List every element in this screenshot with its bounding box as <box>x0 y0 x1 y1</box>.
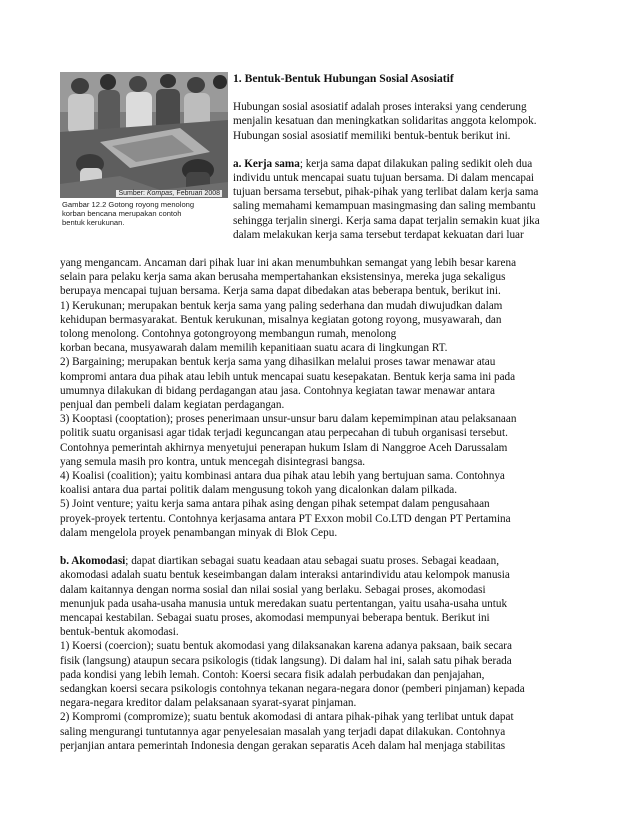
intro-paragraph <box>233 100 589 143</box>
caption-line: bentuk kerukunan. <box>62 218 125 227</box>
text-line: akomodasi adalah suatu bentuk keseimbangan dalam interaksi antarindividu atau kelompok manusia <box>60 569 510 582</box>
text-line: negara-negara kreditor dalam pelaksanaan syarat-syarat pinjaman. <box>60 697 357 710</box>
text-line <box>60 554 589 568</box>
text-line: tolong menolong. Contohnya gotongroyong membangun rumah, menolong <box>60 328 397 341</box>
paragraph-gap <box>60 540 589 554</box>
text-line: 1) Kerukunan; merupakan bentuk kerja sama yang paling sederhana dan mudah diwujudkan dalam <box>60 299 503 312</box>
section-title: 1. Bentuk-Bentuk Hubungan Sosial Asosiatif <box>233 72 454 85</box>
photo-source <box>116 190 222 197</box>
text-line: perjanjian antara pemerintah Indonesia dengan gerakan separatis Aceh dalam hal menjaga stabilitas <box>60 739 506 752</box>
text-line: politik suatu organisasi agar tidak terjadi keguncangan atau perpecahan di tubuh organisasi tersebut. <box>60 427 508 440</box>
text-line: dalam kaitannya dengan norma sosial dan nilai sosial yang berlaku. Sebagai proses, akomodasi <box>60 583 486 596</box>
text-line: 4) Koalisi (coalition); yaitu kombinasi antara dua pihak atau lebih yang bertujuan sama. Contohnya <box>60 470 505 483</box>
figure-caption <box>62 200 228 227</box>
text-line: korban becana, musyawarah dalam memilih kepanitiaan suatu acara di lingkungan RT. <box>60 342 448 355</box>
source-label: Sumber: <box>118 190 147 197</box>
text-line: tujuan bersama tersebut, pihak-pihak yang terlibat dalam kerja sama <box>233 186 539 199</box>
text-line: selain para pelaku kerja sama akan berusaha mempertahankan eksistensinya, mereka juga sekaligus <box>60 271 506 284</box>
text-line: saling memahami kemampuan masingmasing dan saling membantu <box>233 200 536 213</box>
kerja-sama-heading: a. Kerja sama <box>233 157 300 170</box>
caption-line: Gambar 12.2 Gotong royong menolong <box>62 200 195 209</box>
text-line: Hubungan sosial asosiatif memiliki bentuk-bentuk berikut ini. <box>233 129 511 142</box>
text-line <box>233 157 589 171</box>
text-line: menunjuk pada usaha-usaha manusia untuk meredakan suatu pertentangan, yaitu usaha-usaha untuk <box>60 597 508 610</box>
text-line: kompromi antara dua pihak atau lebih untuk mencapai suatu kesepakatan. Bentuk kerja sama ini pada <box>60 370 516 383</box>
text-line: 2) Bargaining; merupakan bentuk kerja sama yang dihasilkan melalui proses tawar menawar atau <box>60 356 496 369</box>
text-line: saling mengurangi tuntutannya agar penyelesaian masalah yang terjadi dapat dilakukan. Contohnya <box>60 725 506 738</box>
text-line: 5) Joint venture; yaitu kerja sama antara pihak asing dengan pihak setempat dalam pengusahaan <box>60 498 490 511</box>
text-line: mencapai kestabilan. Sebagai suatu proses, akomodasi mempunyai beberapa bentuk. Berikut ini <box>60 612 490 625</box>
text-line: bentuk-bentuk akomodasi. <box>60 626 179 639</box>
text-line: yang mengancam. Ancaman dari pihak luar ini akan menumbuhkan semangat yang lebih besar karena <box>60 257 517 269</box>
kerja-sama-paragraph-start <box>233 157 589 242</box>
figure <box>60 72 228 228</box>
text-line: sehingga terjalin sinergi. Kerja sama dapat terjalin semakin kuat jika <box>233 214 540 227</box>
text-fragment: ; dapat diartikan sebagai suatu keadaan atau sebagai suatu proses. Sebagai keadaan, <box>125 555 499 568</box>
source-name: Kompas, <box>146 190 175 197</box>
text-line: umumnya dilakukan di bidang perdagangan atau jasa. Contohnya kegiatan tawar menawar antara <box>60 384 495 397</box>
text-line: 2) Kompromi (compromize); suatu bentuk akomodasi di antara pihak-pihak yang terlibat untuk dapat <box>60 711 514 724</box>
text-line: sedangkan koersi secara psikologis contohnya tekanan negara-negara donor (pemberi pinjaman) kepada <box>60 683 525 696</box>
text-line: individu untuk mencapai suatu tujuan bersama. Di dalam mencapai <box>233 172 535 185</box>
text-line: 1) Koersi (coercion); suatu bentuk akomodasi yang dilaksanakan karena adanya paksaan, baik secara <box>60 640 512 653</box>
text-line: menjalin kesatuan dan meningkatkan solidaritas anggota kelompok. <box>233 115 537 128</box>
text-line: Hubungan sosial asosiatif adalah proses interaksi yang cenderung <box>233 101 527 114</box>
text-line: koalisi antara dua partai politik dalam mengusung tokoh yang dicalonkan dalam pilkada. <box>60 484 458 497</box>
crowd-photo-image <box>60 72 228 198</box>
text-line: dalam mengelola proyek penambangan minyak di Blok Cepu. <box>60 526 338 539</box>
text-line: dalam melakukan kerja sama tersebut terdapat kekuatan dari luar <box>233 228 524 241</box>
text-line: yang semula masih pro kontra, untuk mencegah disintegrasi bangsa. <box>60 455 366 468</box>
akomodasi-heading: b. Akomodasi <box>60 555 126 568</box>
right-column <box>233 72 589 242</box>
text-line: berupaya mencapai tujuan bersama. Kerja sama dapat dibedakan atas beberapa bentuk, berikut ini. <box>60 285 501 298</box>
photo-gotong-royong <box>60 72 228 198</box>
text-line: 3) Kooptasi (cooptation); proses penerimaan unsur-unsur baru dalam kepemimpinan atau pelaksanaan <box>60 413 517 426</box>
main-text <box>60 256 589 753</box>
text-line: proyek-proyek tertentu. Contohnya kerjasama antara PT Exxon mobil Co.LTD dengan PT Pertamina <box>60 512 511 525</box>
text-line: kehidupan bermasyarakat. Bentuk kerukunan, misalnya kegiatan gotong royong, musyawarah, dan <box>60 313 502 326</box>
text-line: penjual dan pembeli dalam kegiatan perdagangan. <box>60 399 285 412</box>
text-fragment: ; kerja sama dapat dilakukan paling sedikit oleh dua <box>299 157 533 170</box>
source-date: Februari 2008 <box>174 190 220 197</box>
text-line: fisik (langsung) ataupun secara psikologis (tidak langsung). Di dalam hal ini, salah satu pihak berada <box>60 654 512 667</box>
text-line: Contohnya pemerintah akhirnya menyetujui penerapan hukum Islam di Nanggroe Aceh Darussalam <box>60 441 508 454</box>
text-line: pada kondisi yang lebih lemah. Contoh: Koersi secara fisik adalah perbudakan dan penjajahan, <box>60 668 485 681</box>
caption-line: korban bencana merupakan contoh <box>62 209 182 218</box>
